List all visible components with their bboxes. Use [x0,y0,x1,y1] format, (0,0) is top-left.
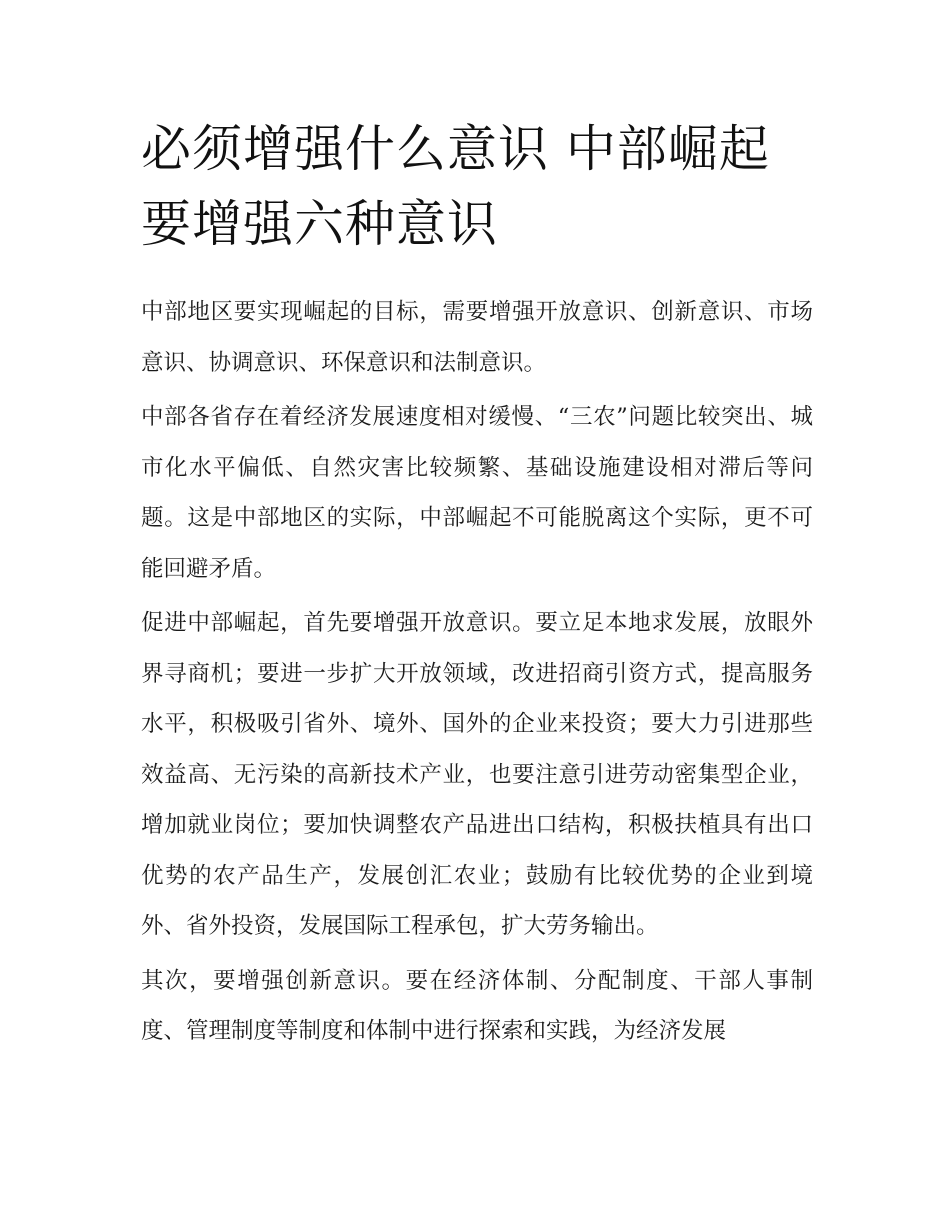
paragraph-innovation: 其次，要增强创新意识。要在经济体制、分配制度、干部人事制度、管理制度等制度和体制中进行探索和实践，为经济发展 [141,967,813,1044]
paragraph-intro: 中部地区要实现崛起的目标，需要增强开放意识、创新意识、市场意识、协调意识、环保意识和法制意识。 [141,299,813,376]
document-body [141,287,813,1057]
document-title: 必须增强什么意识 中部崛起要增强六种意识 [141,120,770,253]
document-page [141,112,813,1061]
paragraph-problems: 中部各省存在着经济发展速度相对缓慢、“三农”问题比较突出、城市化水平偏低、自然灾害比较频繁、基础设施建设相对滞后等问题。这是中部地区的实际，中部崛起不可能脱离这个实际，更不可能回避矛盾。 [141,404,813,582]
paragraph-openness: 促进中部崛起，首先要增强开放意识。要立足本地求发展，放眼外界寻商机；要进一步扩大开放领域，改进招商引资方式，提高服务水平，积极吸引省外、境外、国外的企业来投资；要大力引进那些效益高、无污染的高新技术产业，也要注意引进劳动密集型企业，增加就业岗位；要加快调整农产品进出口结构，积极扶植具有出口优势的农产品生产，发展创汇农业；鼓励有比较优势的企业到境外、省外投资，发展国际工程承包，扩大劳务输出。 [141,610,813,939]
